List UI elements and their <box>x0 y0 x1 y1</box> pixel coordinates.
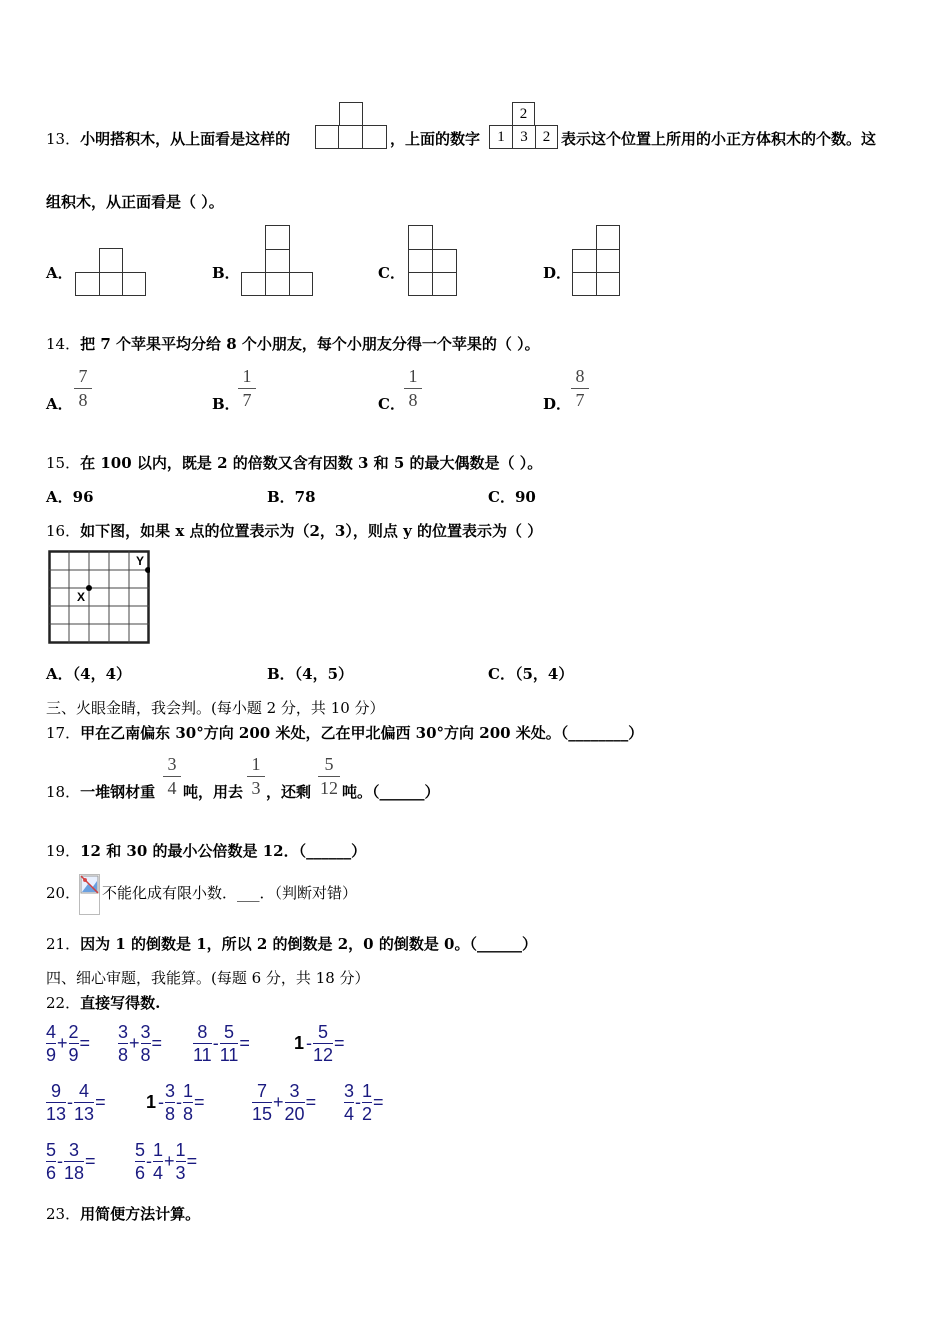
numerator: 5 <box>318 1022 329 1042</box>
equals: = <box>85 1151 96 1171</box>
calc-2-2 <box>145 1081 206 1124</box>
operator: + <box>129 1033 140 1053</box>
operator: - <box>355 1092 362 1112</box>
equals: = <box>186 1151 198 1171</box>
numerator: 1 <box>408 366 418 386</box>
denominator: 8 <box>78 390 88 410</box>
q13-text3: 表示这个位置上所用的小正方体积木的个数。这 <box>561 130 877 148</box>
q14-text: 把 7 个苹果平均分给 8 个小朋友，每个小朋友分得一个苹果的（ ）。 <box>80 335 540 353</box>
q16-question <box>46 520 542 541</box>
q14-option-b-fraction <box>236 366 258 411</box>
q15-text: 在 100 以内，既是 2 的倍数又含有因数 3 和 5 的最大偶数是（ ）。 <box>80 454 543 472</box>
section-3-heading: 三、火眼金睛，我会判。(每小题 2 分，共 10 分） <box>46 699 385 717</box>
q15-number: 15． <box>46 454 81 472</box>
q13-number-figure <box>489 102 558 149</box>
denominator: 18 <box>64 1163 85 1183</box>
denominator: 8 <box>140 1045 151 1065</box>
denominator: 13 <box>46 1104 67 1124</box>
q15-question <box>46 452 542 473</box>
q13-option-a-label: A． <box>46 264 73 282</box>
q13-option-d-figure <box>572 225 620 296</box>
denominator: 6 <box>135 1163 146 1183</box>
denominator: 4 <box>344 1104 355 1124</box>
denominator: 11 <box>219 1045 239 1065</box>
q18-text1: 一堆钢材重 <box>80 783 156 801</box>
denominator: 20 <box>284 1104 305 1124</box>
equals: = <box>194 1092 205 1112</box>
q20-text: 不能化成有限小数．___．（判断对错） <box>102 884 358 902</box>
q16-number: 16． <box>46 522 81 540</box>
q13-option-d-label: D． <box>543 264 572 282</box>
q23-text: 用简便方法计算。 <box>80 1205 201 1223</box>
q22-question <box>46 992 160 1013</box>
q22-text: 直接写得数. <box>80 994 161 1012</box>
q15-option-c: C．90 <box>488 488 536 506</box>
q13-text1: 小明搭积木，从上面看是这样的 <box>80 130 291 148</box>
numerator: 3 <box>140 1022 151 1042</box>
numerator: 3 <box>165 1081 176 1101</box>
denominator: 8 <box>165 1104 176 1124</box>
operator: - <box>57 1151 64 1171</box>
q17-text: 甲在乙南偏东 30°方向 200 米处，乙在甲北偏西 30°方向 200 米处。（________） <box>80 724 644 742</box>
denominator: 8 <box>118 1045 129 1065</box>
q18-fraction-1 <box>161 754 183 799</box>
equals: = <box>79 1033 91 1053</box>
numerator: 8 <box>575 366 585 386</box>
denominator: 15 <box>252 1104 273 1124</box>
denominator: 4 <box>167 778 177 798</box>
q18-text3: ，还剩 <box>266 783 312 801</box>
operator: + <box>273 1092 284 1112</box>
q17-question <box>46 722 643 743</box>
q16-option-a: A．（4，4） <box>46 665 132 683</box>
q16-option-c: C．（5，4） <box>488 665 574 683</box>
q13-line1 <box>46 128 290 149</box>
denominator: 9 <box>46 1045 57 1065</box>
calc-2-1 <box>46 1081 107 1124</box>
denominator: 7 <box>575 390 585 410</box>
q13-option-b-label: B． <box>212 264 240 282</box>
q13-digit-top: 2 <box>512 102 535 126</box>
x-label: X <box>77 590 86 604</box>
numerator: 1 <box>362 1081 373 1101</box>
q14-option-d-label: D． <box>543 395 572 413</box>
q13-option-c-figure <box>408 225 457 296</box>
q13-option-b-figure <box>241 225 313 296</box>
denominator: 8 <box>183 1104 194 1124</box>
denominator: 12 <box>320 778 338 798</box>
equals: = <box>151 1033 163 1053</box>
q23-number: 23． <box>46 1205 81 1223</box>
broken-image-icon <box>79 874 100 915</box>
equals: = <box>373 1092 384 1112</box>
q19-text: 12 和 30 的最小公倍数是 12．（______） <box>80 842 367 860</box>
numerator: 8 <box>197 1022 208 1042</box>
numerator: 1 <box>153 1140 164 1160</box>
q19-number: 19． <box>46 842 81 860</box>
operator: - <box>176 1092 183 1112</box>
q16-grid-figure <box>48 550 150 644</box>
q14-option-b-label: B． <box>212 395 240 413</box>
q23-question <box>46 1203 200 1224</box>
q13-line2: 组积木，从正面看是（ ）。 <box>46 193 224 211</box>
operator: + <box>57 1033 68 1053</box>
q14-option-a-fraction <box>72 366 94 411</box>
q19-question <box>46 840 366 861</box>
q13-option-c-label: C． <box>378 264 405 282</box>
numerator: 3 <box>118 1022 129 1042</box>
q14-option-a-label: A． <box>46 395 73 413</box>
calc-2-3 <box>252 1081 317 1124</box>
calc-2-4 <box>344 1081 385 1124</box>
calc-3-1 <box>46 1140 97 1183</box>
denominator: 7 <box>242 390 252 410</box>
q22-number: 22． <box>46 994 81 1012</box>
numerator: 9 <box>51 1081 62 1101</box>
x-point <box>86 585 92 591</box>
numerator: 3 <box>289 1081 300 1101</box>
numerator: 4 <box>79 1081 90 1101</box>
q18-text2: 吨，用去 <box>183 783 244 801</box>
q14-question <box>46 333 540 354</box>
q15-option-a: A．96 <box>46 488 94 506</box>
whole-number: 1 <box>146 1092 157 1112</box>
q14-number: 14． <box>46 335 81 353</box>
denominator: 6 <box>46 1163 57 1183</box>
numerator: 1 <box>175 1140 186 1160</box>
numerator: 2 <box>68 1022 79 1042</box>
y-label: Y <box>136 554 145 568</box>
q16-option-b: B．（4，5） <box>267 665 354 683</box>
denominator: 2 <box>362 1104 373 1124</box>
denominator: 4 <box>153 1163 164 1183</box>
denominator: 11 <box>193 1045 212 1065</box>
calc-1-2 <box>118 1022 163 1065</box>
q18-fraction-3 <box>316 754 342 799</box>
calc-1-4 <box>293 1022 346 1065</box>
calc-3-2 <box>135 1140 198 1183</box>
numerator: 1 <box>183 1081 194 1101</box>
numerator: 5 <box>224 1022 235 1042</box>
denominator: 3 <box>251 778 261 798</box>
equals: = <box>95 1092 106 1112</box>
calc-1-1 <box>46 1022 91 1065</box>
q14-option-d-fraction <box>569 366 591 411</box>
q13-text2: ，上面的数字 <box>390 130 481 148</box>
numerator: 3 <box>167 754 177 774</box>
equals: = <box>239 1033 250 1053</box>
q13-digit-middle: 3 <box>512 125 536 149</box>
numerator: 7 <box>78 366 88 386</box>
q13-number: 13． <box>46 130 81 148</box>
q21-question <box>46 933 537 954</box>
operator: - <box>146 1151 153 1171</box>
section-4-heading: 四、细心审题，我能算。(每题 6 分，共 18 分） <box>46 969 370 987</box>
q21-number: 21． <box>46 935 81 953</box>
operator: - <box>67 1092 74 1112</box>
q14-option-c-fraction <box>402 366 424 411</box>
q17-number: 17． <box>46 724 81 742</box>
denominator: 8 <box>408 390 418 410</box>
numerator: 5 <box>324 754 334 774</box>
operator: - <box>306 1033 313 1053</box>
q13-top-view-figure <box>315 102 387 149</box>
numerator: 5 <box>135 1140 146 1160</box>
denominator: 13 <box>74 1104 95 1124</box>
numerator: 1 <box>242 366 252 386</box>
q18-question <box>46 781 155 802</box>
q18-text4: 吨。（______） <box>342 783 440 801</box>
q13-option-a-figure <box>75 248 146 296</box>
equals: = <box>305 1092 317 1112</box>
numerator: 5 <box>46 1140 57 1160</box>
equals: = <box>334 1033 345 1053</box>
q14-option-c-label: C． <box>378 395 405 413</box>
numerator: 4 <box>46 1022 57 1042</box>
numerator: 7 <box>257 1081 268 1101</box>
q15-option-b: B．78 <box>267 488 316 506</box>
operator: + <box>164 1151 175 1171</box>
whole-number: 1 <box>294 1033 305 1053</box>
denominator: 12 <box>313 1045 334 1065</box>
q20-number: 20． <box>46 884 81 902</box>
q18-fraction-2 <box>245 754 267 799</box>
q21-text: 因为 1 的倒数是 1，所以 2 的倒数是 2，0 的倒数是 0。（______） <box>80 935 537 953</box>
numerator: 1 <box>251 754 261 774</box>
q18-number: 18． <box>46 783 81 801</box>
operator: - <box>212 1033 219 1053</box>
operator: - <box>158 1092 165 1112</box>
q13-digit-right: 2 <box>535 125 558 149</box>
q16-text: 如下图，如果 x 点的位置表示为（2，3），则点 y 的位置表示为（ ） <box>80 522 543 540</box>
numerator: 3 <box>344 1081 355 1101</box>
grid-svg <box>48 550 150 644</box>
numerator: 3 <box>69 1140 80 1160</box>
y-point <box>145 567 150 573</box>
calc-1-3 <box>193 1022 251 1065</box>
denominator: 9 <box>68 1045 79 1065</box>
q13-digit-left: 1 <box>489 125 513 149</box>
denominator: 3 <box>175 1163 186 1183</box>
